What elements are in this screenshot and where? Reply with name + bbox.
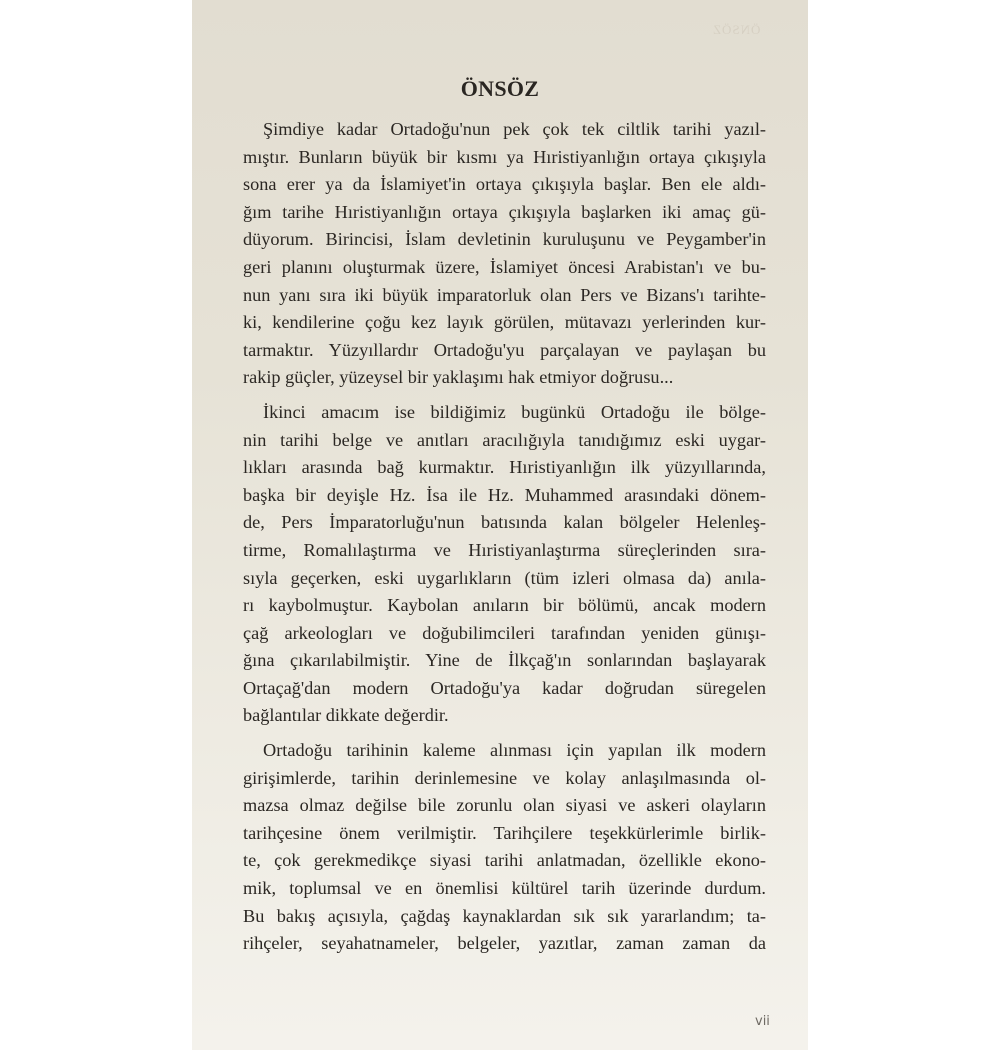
text-line: mazsa olmaz değilse bile zorunlu olan siyasi ve askeri olayların	[243, 795, 766, 816]
body-text	[243, 116, 766, 958]
text-line: ğına çıkarılabilmiştir. Yine de İlkçağ'ın sonlarından başlayarak	[243, 650, 766, 671]
text-line: başka bir deyişle Hz. İsa ile Hz. Muhammed arasındaki dönem-	[243, 484, 766, 505]
text-line: tarihçesine önem verilmiştir. Tarihçilere teşekkürlerimle birlik-	[243, 822, 766, 843]
text-line: Bu bakış açısıyla, çağdaş kaynaklardan sık sık yararlandım; ta-	[243, 905, 766, 926]
paragraph-1	[243, 116, 766, 392]
text-line: sıyla geçerken, eski uygarlıkların (tüm izleri olmasa da) anıla-	[243, 567, 766, 588]
paragraph-2	[243, 399, 766, 730]
text-line: te, çok gerekmedikçe siyasi tarihi anlatmadan, özellikle ekono-	[243, 850, 766, 871]
text-line: mıştır. Bunların büyük bir kısmı ya Hıristiyanlığın ortaya çıkışıyla	[243, 146, 766, 167]
text-line: mik, toplumsal ve en önemlisi kültürel tarih üzerinde durdum.	[243, 878, 766, 899]
text-line: nun yanı sıra iki büyük imparatorluk olan Pers ve Bizans'ı tarihte-	[243, 284, 766, 305]
paragraph-3	[243, 737, 766, 958]
text-line: rakip güçler, yüzeysel bir yaklaşımı hak etmiyor doğrusu...	[243, 367, 674, 388]
text-line: nin tarihi belge ve anıtları aracılığıyla tanıdığımız eski uygar-	[243, 429, 766, 450]
text-line: Ortaçağ'dan modern Ortadoğu'ya kadar doğrudan süregelen	[243, 677, 766, 698]
text-line: rı kaybolmuştur. Kaybolan anıların bir bölümü, ancak modern	[243, 595, 766, 616]
page-number: vii	[755, 1014, 770, 1029]
text-line: bağlantılar dikkate değerdir.	[243, 705, 449, 726]
text-line: ki, kendilerine çoğu kez layık görülen, mütavazı yerlerinden kur-	[243, 312, 766, 333]
text-line: çağ arkeologları ve doğubilimcileri tarafından yeniden günışı-	[243, 622, 766, 643]
text-line: girişimlerde, tarihin derinlemesine ve kolay anlaşılmasında ol-	[243, 767, 766, 788]
page-title: ÖNSÖZ	[460, 76, 540, 101]
bleed-through-running-header: ÖNSÖZ	[712, 22, 761, 37]
text-line: sona erer ya da İslamiyet'in ortaya çıkışıyla başlar. Ben ele aldı-	[243, 174, 766, 195]
text-line: de, Pers İmparatorluğu'nun batısında kalan bölgeler Helenleş-	[243, 512, 766, 533]
text-line: rihçeler, seyahatnameler, belgeler, yazıtlar, zaman zaman da	[243, 933, 766, 954]
text-line: tarmaktır. Yüzyıllardır Ortadoğu'yu parçalayan ve paylaşan bu	[243, 339, 766, 360]
text-line: İkinci amacım ise bildiğimiz bugünkü Ortadoğu ile bölge-	[263, 401, 766, 422]
text-line: geri planını oluşturmak üzere, İslamiyet öncesi Arabistan'ı ve bu-	[243, 256, 766, 277]
text-line: Şimdiye kadar Ortadoğu'nun pek çok tek ciltlik tarihi yazıl-	[263, 119, 766, 139]
text-line: lıkları arasında bağ kurmaktır. Hıristiyanlığın ilk yüzyıllarında,	[243, 457, 766, 478]
text-line: Ortadoğu tarihinin kaleme alınması için yapılan ilk modern	[263, 740, 766, 761]
text-line: ğım tarihe Hıristiyanlığın ortaya çıkışıyla başlarken iki amaç gü-	[243, 201, 766, 222]
book-page	[192, 0, 808, 1050]
text-line: tirme, Romalılaştırma ve Hıristiyanlaştırma süreçlerinden sıra-	[243, 539, 766, 560]
text-line: düyorum. Birincisi, İslam devletinin kuruluşunu ve Peygamber'in	[243, 229, 766, 250]
